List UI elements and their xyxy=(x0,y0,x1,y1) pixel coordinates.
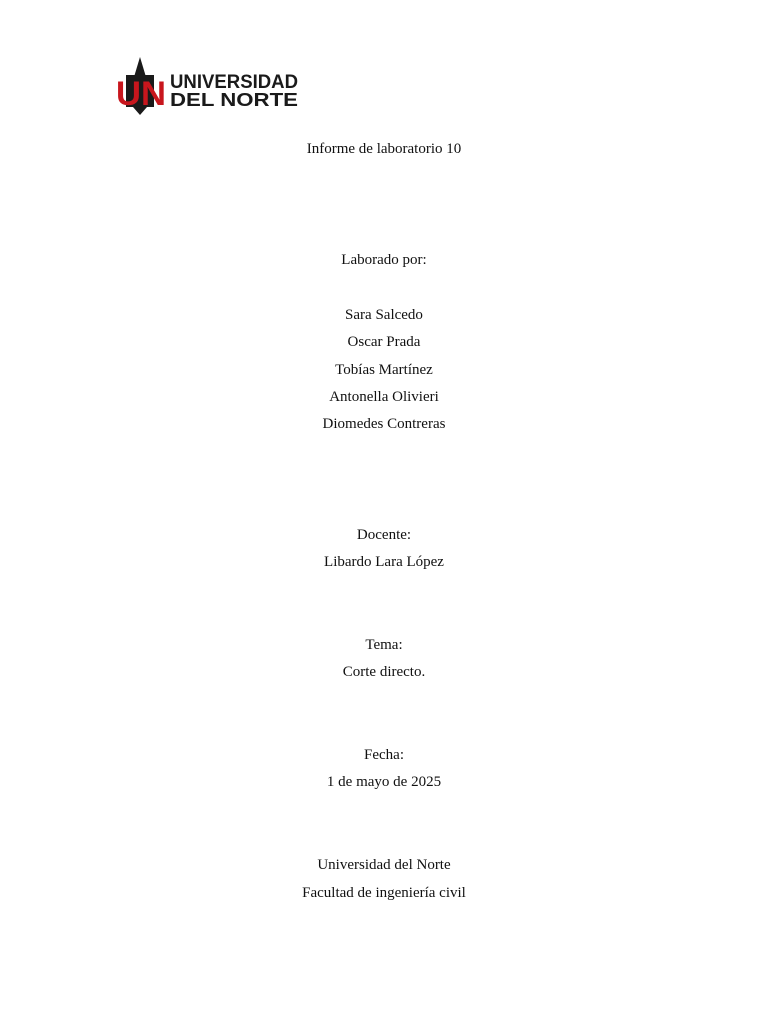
author-name: Tobías Martínez xyxy=(335,362,433,378)
logo-flame-icon xyxy=(134,57,146,77)
author-name: Antonella Olivieri xyxy=(329,389,439,405)
author-name: Oscar Prada xyxy=(347,334,421,350)
logo-monogram: UN xyxy=(116,75,166,113)
author-name: Diomedes Contreras xyxy=(322,416,446,432)
university-logo-graphic xyxy=(113,55,303,117)
university-logo xyxy=(113,55,303,117)
document-title: Informe de laboratorio 10 xyxy=(306,141,462,157)
teacher-label: Docente: xyxy=(356,527,412,543)
topic-label: Tema: xyxy=(365,637,403,653)
teacher-name: Libardo Lara López xyxy=(324,554,444,570)
author-name: Sara Salcedo xyxy=(345,307,423,323)
logo-wordmark-line1: UNIVERSIDAD xyxy=(170,72,298,93)
date-value: 1 de mayo de 2025 xyxy=(326,774,442,790)
logo-wordmark-line2: DEL NORTE xyxy=(170,90,298,110)
date-label: Fecha: xyxy=(364,747,404,763)
topic-value: Corte directo. xyxy=(342,664,426,680)
faculty-name: Facultad de ingeniería civil xyxy=(302,885,466,901)
authors-label: Laborado por: xyxy=(341,252,427,268)
university-name: Universidad del Norte xyxy=(317,857,451,873)
